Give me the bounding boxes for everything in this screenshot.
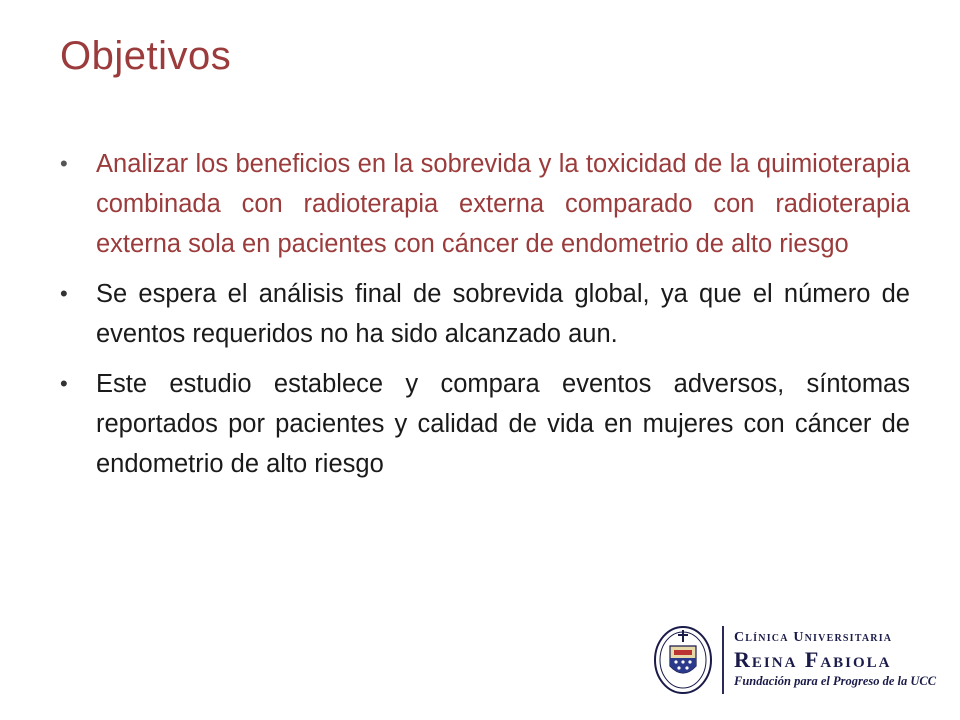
institution-logo [652, 620, 937, 700]
logo-line-1: Clínica Universitaria [734, 630, 893, 645]
seal-icon [652, 620, 714, 696]
slide-title: Objetivos [60, 34, 232, 78]
logo-divider [722, 626, 724, 694]
logo-text [734, 630, 936, 689]
bullet-list [58, 144, 910, 494]
logo-line-2: Reina Fabiola [734, 647, 892, 672]
bullet-item: • Analizar los beneficios en la sobrevida y la toxicidad de la quimioterapia combinada con radioterapia externa comparado con radioterapia externa sola en pacientes con cáncer de endometrio de alto riesgo [58, 144, 910, 264]
logo-line-3: Fundación para el Progreso de la UCC [734, 674, 937, 688]
bullet-item: • Se espera el análisis final de sobrevida global, ya que el número de eventos requeridos no ha sido alcanzado aun. [58, 274, 910, 354]
bullet-item: • Este estudio establece y compara eventos adversos, síntomas reportados por pacientes y calidad de vida en mujeres con cáncer de endometrio de alto riesgo [58, 364, 910, 484]
